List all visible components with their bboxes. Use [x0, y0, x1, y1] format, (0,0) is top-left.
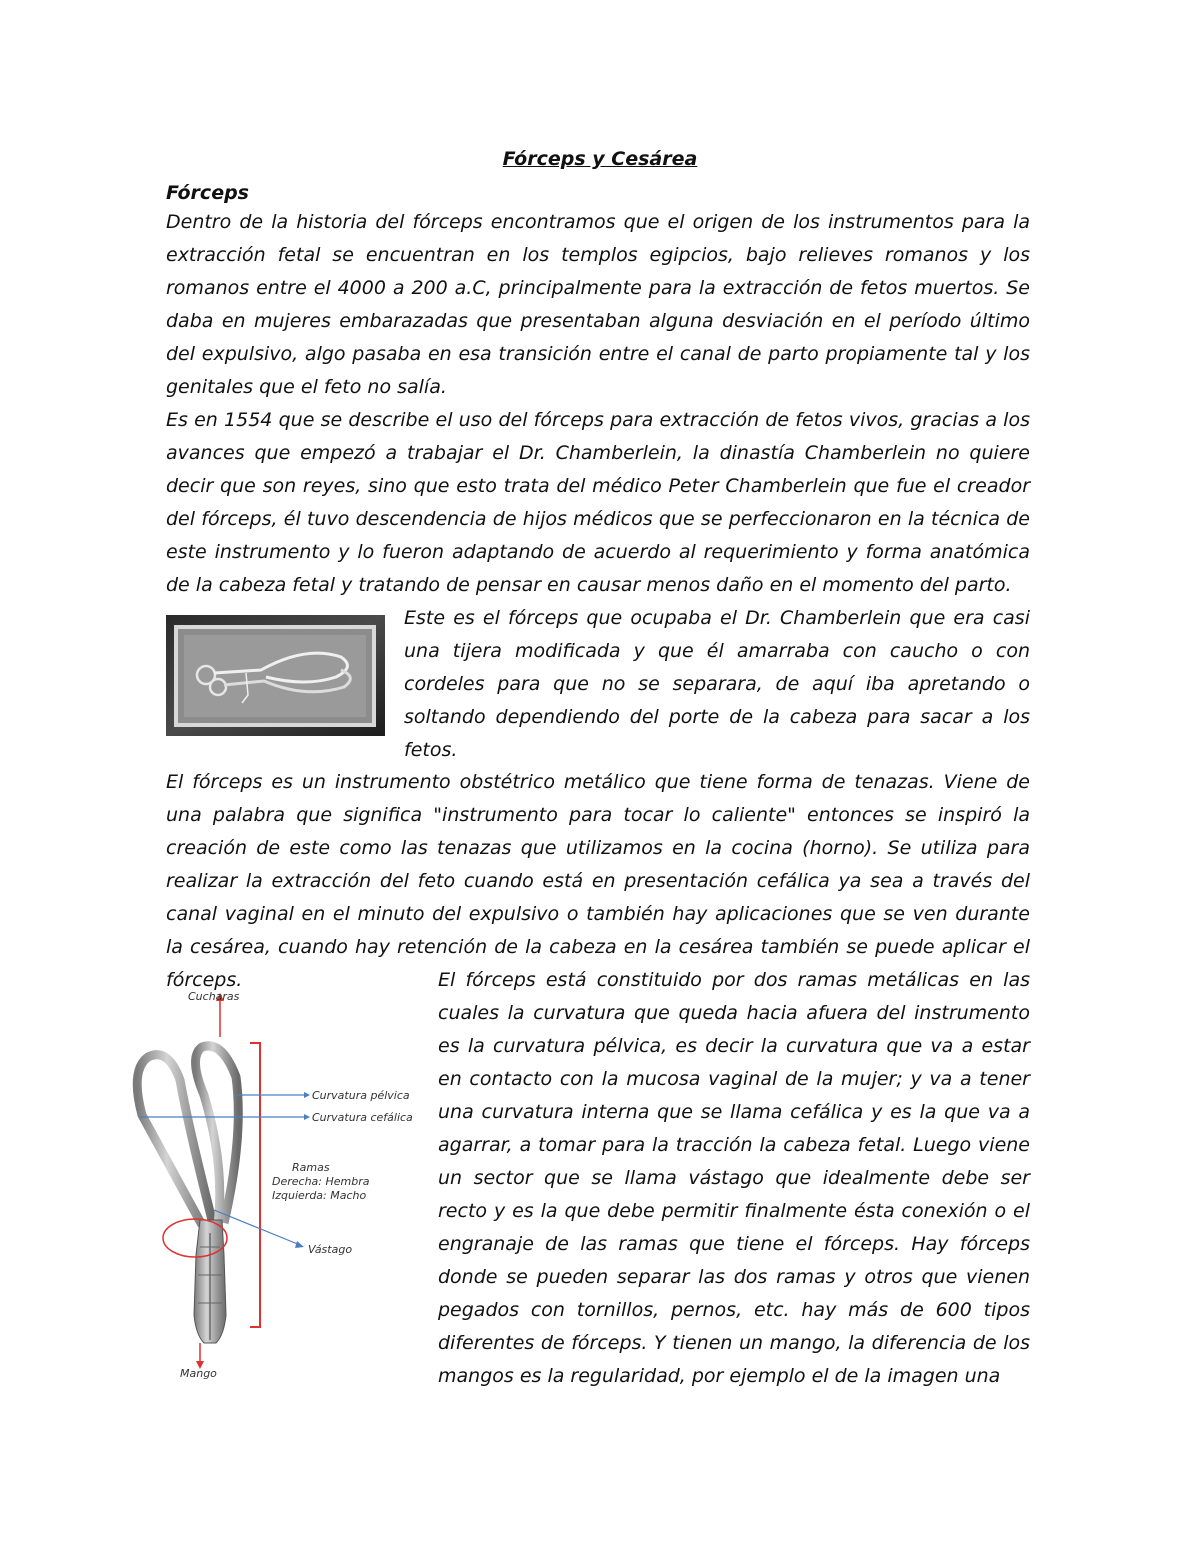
paragraph-definition: El fórceps es un instrumento obstétrico metálico que tiene forma de tenazas. Viene de una palabra que significa "instrumento para tocar lo caliente" entonces se inspiró la creación de este como las tenazas que utilizamos en la cocina (horno). Se utiliza para realizar la extracción del feto cuando está en presentación cefálica ya sea a través del canal vaginal en el minuto del expulsivo o también hay aplicaciones que se ven durante la cesárea, cuando hay retención de la cabeza en la cesárea también se puede aplicar el fórceps. [166, 771, 1030, 991]
label-cucharas: Cucharas [188, 990, 240, 1003]
paragraph-chamberlein: Es en 1554 que se describe el uso del fórceps para extracción de fetos vivos, gracias a los avances que empezó a trabajar el Dr. Chamberlein, la dinastía Chamberlein no quiere decir que son reyes, sino que esto trata del médico Peter Chamberlein que fue el creador del fórceps, él tuvo descendencia de hijos médicos que se perfeccionaron en la técnica de este instrumento y lo fueron adaptando de acuerdo al requerimiento y forma anatómica de la cabeza fetal y tratando de pensar en causar menos daño en el momento del parto. [166, 409, 1030, 596]
label-curvatura-pelvica: Curvatura pélvica [312, 1089, 410, 1102]
paragraph-photo-caption: Este es el fórceps que ocupaba el Dr. Chamberlein que era casi una tijera modificada y que él amarraba con caucho o con cordeles para que no se separara, de aquí iba apretando o soltando dependiendo del porte de la cabeza para sacar a los fetos. [404, 607, 1030, 761]
label-derecha: Derecha: Hembra [272, 1175, 370, 1188]
label-izquierda: Izquierda: Macho [272, 1189, 367, 1202]
label-curvatura-cefalica: Curvatura cefálica [312, 1111, 413, 1124]
paragraph-anatomy: El fórceps está constituido por dos ramas metálicas en las cuales la curvatura que queda hacia afuera del instrumento es la curvatura pélvica, es decir la curvatura que va a estar en contacto con la mucosa vaginal de la mujer; y va a tener una curvatura interna que se llama cefálica y es la que va a agarrar, a tomar para la tracción la cabeza fetal. Luego viene un sector que se llama vástago que idealmente debe ser recto y es la que debe permitir finalmente ésta conexión o el engranaje de las ramas que tiene el fórceps. Hay fórceps donde se pueden separar las dos ramas y otros que vienen pegados con tornillos, pernos, etc. hay más de 600 tipos diferentes de fórceps. Y tienen un mango, la diferencia de los mangos es la regularidad, por ejemplo el de la imagen una [438, 969, 1030, 1387]
chamberlein-forceps-photo [166, 615, 385, 736]
section-heading: Fórceps [166, 182, 249, 204]
paragraph-history: Dentro de la historia del fórceps encontramos que el origen de los instrumentos para la extracción fetal se encuentran en los templos egipcios, bajo relieves romanos y los romanos entre el 4000 a 200 a.C, principalmente para la extracción de fetos muertos. Se daba en mujeres embarazadas que presentaban alguna desviación en el período último del expulsivo, algo pasaba en esa transición entre el canal de parto propiamente tal y los genitales que el feto no salía. [166, 211, 1030, 398]
label-vastago: Vástago [308, 1243, 353, 1256]
document-title: Fórceps y Cesárea [502, 148, 698, 170]
label-mango: Mango [180, 1367, 217, 1380]
label-ramas: Ramas [292, 1161, 330, 1174]
forceps-anatomy-diagram [120, 985, 420, 1385]
